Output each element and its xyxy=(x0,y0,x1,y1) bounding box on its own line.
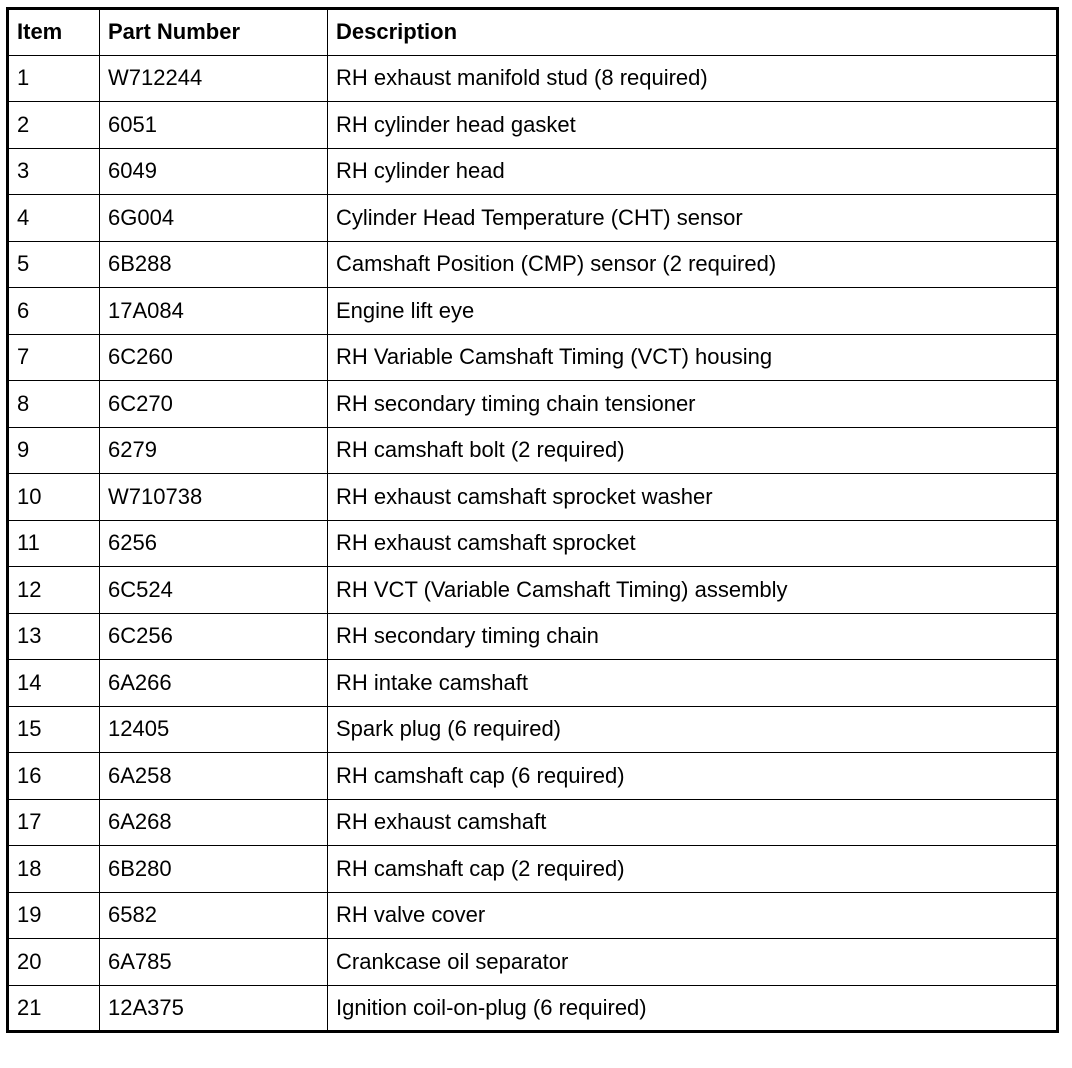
description-cell: RH camshaft cap (2 required) xyxy=(328,846,1058,893)
description-cell: RH exhaust camshaft sprocket xyxy=(328,520,1058,567)
item-cell: 8 xyxy=(8,381,100,428)
item-cell: 13 xyxy=(8,613,100,660)
header-row xyxy=(8,9,1058,56)
table-row xyxy=(8,939,1058,986)
table-row xyxy=(8,241,1058,288)
description-cell: RH exhaust camshaft sprocket washer xyxy=(328,474,1058,521)
item-cell: 15 xyxy=(8,706,100,753)
description-cell: RH Variable Camshaft Timing (VCT) housing xyxy=(328,334,1058,381)
table-row xyxy=(8,55,1058,102)
item-cell: 6 xyxy=(8,288,100,335)
part-number-cell: 6C270 xyxy=(100,381,328,428)
part-number-cell: 6C524 xyxy=(100,567,328,614)
table-row xyxy=(8,474,1058,521)
part-number-cell: 6B288 xyxy=(100,241,328,288)
table-row xyxy=(8,148,1058,195)
item-cell: 2 xyxy=(8,102,100,149)
item-cell: 17 xyxy=(8,799,100,846)
table-row xyxy=(8,334,1058,381)
description-cell: RH cylinder head gasket xyxy=(328,102,1058,149)
part-number-cell: 6051 xyxy=(100,102,328,149)
description-cell: RH VCT (Variable Camshaft Timing) assembly xyxy=(328,567,1058,614)
part-number-cell: 6A268 xyxy=(100,799,328,846)
item-cell: 3 xyxy=(8,148,100,195)
description-cell: Camshaft Position (CMP) sensor (2 required) xyxy=(328,241,1058,288)
part-number-cell: W712244 xyxy=(100,55,328,102)
item-cell: 21 xyxy=(8,985,100,1032)
item-cell: 14 xyxy=(8,660,100,707)
table-row xyxy=(8,613,1058,660)
item-cell: 9 xyxy=(8,427,100,474)
parts-table xyxy=(6,7,1059,1033)
item-cell: 11 xyxy=(8,520,100,567)
table-row xyxy=(8,799,1058,846)
item-cell: 4 xyxy=(8,195,100,242)
column-header-part-number: Part Number xyxy=(100,9,328,56)
part-number-cell: 6C256 xyxy=(100,613,328,660)
part-number-cell: 6049 xyxy=(100,148,328,195)
description-cell: RH camshaft cap (6 required) xyxy=(328,753,1058,800)
part-number-cell: 17A084 xyxy=(100,288,328,335)
description-cell: Engine lift eye xyxy=(328,288,1058,335)
item-cell: 5 xyxy=(8,241,100,288)
part-number-cell: 6256 xyxy=(100,520,328,567)
column-header-description: Description xyxy=(328,9,1058,56)
item-cell: 20 xyxy=(8,939,100,986)
column-header-item: Item xyxy=(8,9,100,56)
part-number-cell: 6A785 xyxy=(100,939,328,986)
part-number-cell: 6A266 xyxy=(100,660,328,707)
table-row xyxy=(8,520,1058,567)
table-row xyxy=(8,706,1058,753)
description-cell: RH exhaust manifold stud (8 required) xyxy=(328,55,1058,102)
description-cell: RH secondary timing chain xyxy=(328,613,1058,660)
part-number-cell: W710738 xyxy=(100,474,328,521)
part-number-cell: 6279 xyxy=(100,427,328,474)
part-number-cell: 12A375 xyxy=(100,985,328,1032)
description-cell: RH camshaft bolt (2 required) xyxy=(328,427,1058,474)
table-row xyxy=(8,288,1058,335)
item-cell: 10 xyxy=(8,474,100,521)
table-body xyxy=(8,55,1058,1032)
item-cell: 1 xyxy=(8,55,100,102)
part-number-cell: 6C260 xyxy=(100,334,328,381)
table-row xyxy=(8,567,1058,614)
table-row xyxy=(8,195,1058,242)
item-cell: 18 xyxy=(8,846,100,893)
part-number-cell: 12405 xyxy=(100,706,328,753)
part-number-cell: 6582 xyxy=(100,892,328,939)
table-row xyxy=(8,753,1058,800)
description-cell: Cylinder Head Temperature (CHT) sensor xyxy=(328,195,1058,242)
table-row xyxy=(8,427,1058,474)
item-cell: 19 xyxy=(8,892,100,939)
part-number-cell: 6B280 xyxy=(100,846,328,893)
description-cell: RH cylinder head xyxy=(328,148,1058,195)
description-cell: RH secondary timing chain tensioner xyxy=(328,381,1058,428)
table-row xyxy=(8,846,1058,893)
part-number-cell: 6G004 xyxy=(100,195,328,242)
table-row xyxy=(8,985,1058,1032)
description-cell: RH exhaust camshaft xyxy=(328,799,1058,846)
item-cell: 7 xyxy=(8,334,100,381)
item-cell: 16 xyxy=(8,753,100,800)
table-row xyxy=(8,381,1058,428)
part-number-cell: 6A258 xyxy=(100,753,328,800)
description-cell: RH valve cover xyxy=(328,892,1058,939)
description-cell: RH intake camshaft xyxy=(328,660,1058,707)
table-row xyxy=(8,102,1058,149)
description-cell: Crankcase oil separator xyxy=(328,939,1058,986)
item-cell: 12 xyxy=(8,567,100,614)
table-row xyxy=(8,892,1058,939)
description-cell: Spark plug (6 required) xyxy=(328,706,1058,753)
description-cell: Ignition coil-on-plug (6 required) xyxy=(328,985,1058,1032)
table-row xyxy=(8,660,1058,707)
